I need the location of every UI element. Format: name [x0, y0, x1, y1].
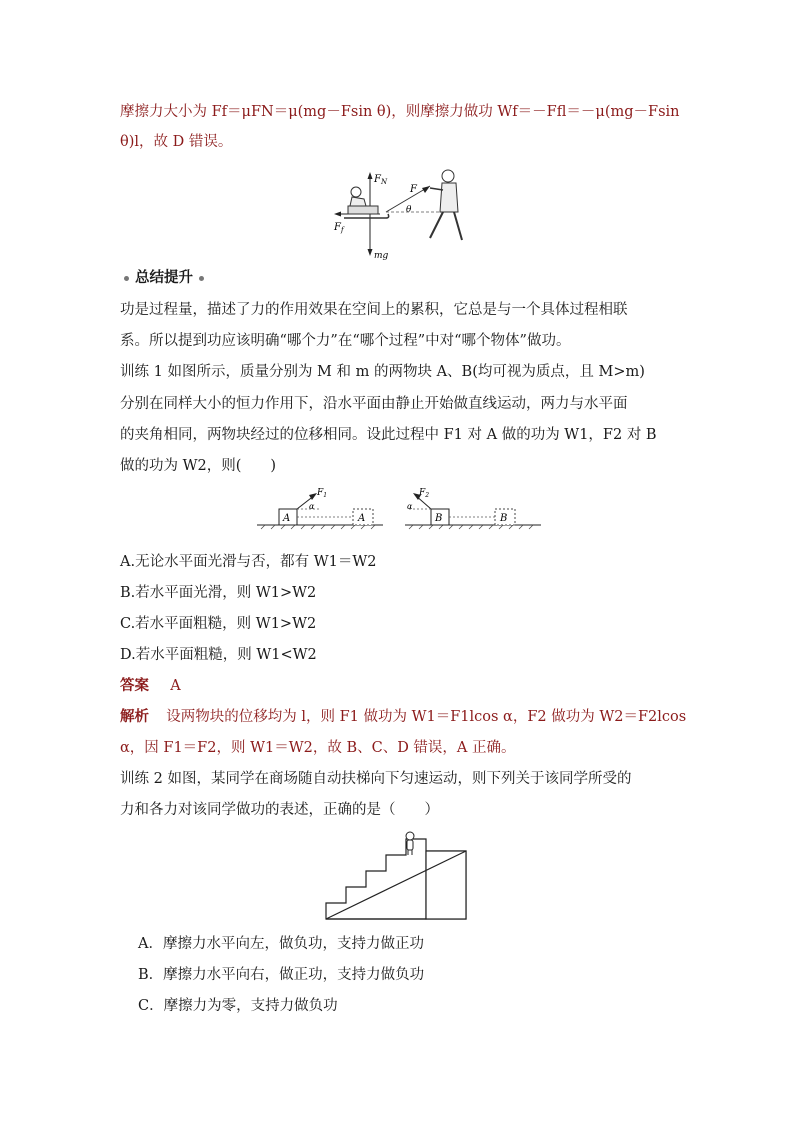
escalator-figure — [324, 829, 470, 923]
exercise1-line-3: 的夹角相同，两物块经过的位移相同。设此过程中 F1 对 A 做的功为 W1，F2 对 B — [120, 427, 657, 443]
summary-line-2: 系。所以提到功应该明确“哪个力”在“哪个过程”中对“哪个物体”做功。 — [120, 333, 571, 349]
mg-arrowhead — [368, 249, 373, 256]
ground-hatch-left — [261, 525, 375, 529]
analysis-line-1 — [120, 706, 687, 728]
person-leg-2 — [454, 212, 462, 240]
answer-value: A — [170, 678, 181, 694]
friction-arrowhead — [334, 212, 341, 217]
exercise1-line-1: 训练 1 如图所示，质量分别为 M 和 m 的两物块 A、B(均可视为质点，且 M>m) — [120, 364, 645, 380]
person-body — [440, 183, 458, 212]
alpha-right-label: α — [407, 502, 413, 511]
exercise1-line-2: 分别在同样大小的恒力作用下，沿水平面由静止开始做直线运动，两力与水平面 — [120, 396, 628, 412]
bullet-dot-left — [124, 276, 129, 281]
exercise2-line-1: 训练 2 如图，某同学在商场随自动扶梯向下匀速运动，则下列关于该同学所受的 — [120, 771, 632, 787]
sled-body — [348, 206, 378, 214]
exercise2-option-c: C．摩擦力为零，支持力做负功 — [138, 998, 338, 1014]
fn-arrowhead — [368, 172, 373, 179]
exercise1-option-b: B.若水平面光滑，则 W1>W2 — [120, 585, 317, 601]
f1-label: $F_1$ — [317, 488, 328, 499]
answer-row — [120, 675, 680, 697]
bullet-dot-right — [199, 276, 204, 281]
child-body — [350, 197, 366, 206]
summary-line-1: 功是过程量，描述了力的作用效果在空间上的累积，它总是与一个具体过程相联 — [120, 302, 628, 318]
ground-hatch-right — [409, 525, 533, 529]
analysis-line-2: α，因 F1＝F2，则 W1＝W2，故 B、C、D 错误，A 正确。 — [120, 740, 516, 756]
exercise1-option-c: C.若水平面粗糙，则 W1>W2 — [120, 616, 317, 632]
child-head — [351, 187, 361, 197]
alpha-left-label: α — [309, 502, 315, 511]
block-b-start-label: B — [435, 513, 443, 524]
analysis-label: 解析 — [120, 708, 149, 725]
exercise1-option-a: A.无论水平面光滑与否，都有 W1＝W2 — [120, 554, 377, 570]
intro-line-1: 摩擦力大小为 Ff＝μFN＝μ(mg－Fsin θ)，则摩擦力做功 Wf＝－Ffl＝－μ(mg－Fsin — [120, 104, 680, 120]
pull-arrowhead — [422, 186, 430, 193]
analysis-text-1: 设两物块的位移均为 l，则 F1 做功为 W1＝F1lcos α，F2 做功为 W2＝F2lcos — [166, 709, 687, 725]
exercise2-option-b: B．摩擦力水平向右，做正功，支持力做负功 — [138, 967, 425, 983]
f2-label: $F_2$ — [419, 488, 430, 499]
block-a-start-label: A — [283, 513, 291, 524]
mg-label: mg — [374, 251, 389, 261]
exercise2-option-a: A．摩擦力水平向左，做负功，支持力做正功 — [138, 936, 424, 952]
sled-pull-figure — [330, 168, 480, 264]
exercise1-option-d: D.若水平面粗糙，则 W1<W2 — [120, 647, 317, 663]
escalator-steps — [326, 839, 426, 919]
answer-label: 答案 — [120, 677, 149, 694]
person-body-small — [407, 840, 413, 850]
sled-runner — [344, 214, 389, 218]
ff-label: $F_f$ — [334, 222, 344, 234]
person-head-small — [406, 832, 414, 840]
summary-heading: 总结提升 — [118, 266, 210, 287]
person-arm — [430, 188, 443, 190]
person-head — [442, 170, 454, 182]
blocks-figure — [255, 485, 545, 533]
exercise2-line-2: 力和各力对该同学做功的表述，正确的是（ ） — [120, 802, 439, 818]
block-b-end-label: B — [500, 513, 508, 524]
intro-line-2: θ)l，故 D 错误。 — [120, 134, 233, 150]
block-a-end-label: A — [358, 513, 366, 524]
person-leg-1 — [430, 212, 443, 238]
theta-label: θ — [406, 205, 412, 215]
fn-label: $F_N$ — [374, 174, 388, 186]
f-label: F — [410, 184, 417, 195]
exercise1-line-4: 做的功为 W2，则( ) — [120, 458, 277, 474]
